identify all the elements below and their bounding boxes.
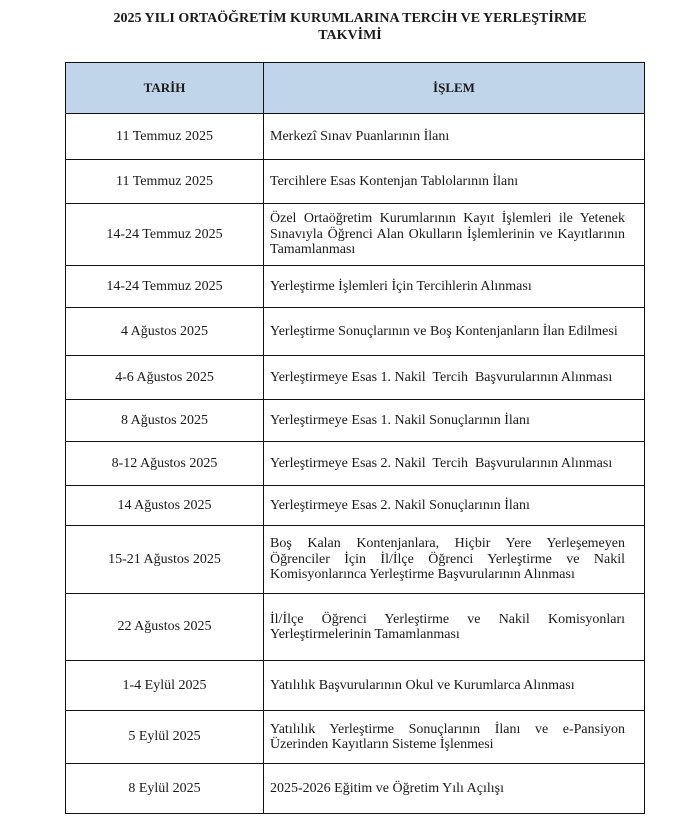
- table-row: [66, 711, 645, 764]
- row-date: 22 Ağustos 2025: [66, 594, 264, 661]
- row-operation: Özel Ortaöğretim Kurumlarının Kayıt İşlemleri ile Yetenek Sınavıyla Öğrenci Alan Okulların İşlemlerinin ve Kayıtlarının Tamamlanması: [264, 204, 645, 266]
- row-date: 4 Ağustos 2025: [66, 308, 264, 356]
- row-operation: Yatılılık Başvurularının Okul ve Kurumlarca Alınması: [264, 661, 645, 711]
- table-row: [66, 661, 645, 711]
- table-row: [66, 308, 645, 356]
- table-row: [66, 400, 645, 442]
- table-row: [66, 764, 645, 814]
- row-operation: Yerleştirmeye Esas 1. Nakil Tercih Başvurularının Alınması: [264, 356, 645, 400]
- table-row: [66, 442, 645, 486]
- row-operation: Yerleştirme İşlemleri İçin Tercihlerin Alınması: [264, 266, 645, 308]
- table-row: [66, 356, 645, 400]
- table-row: [66, 594, 645, 661]
- table-row: [66, 526, 645, 594]
- row-date: 4-6 Ağustos 2025: [66, 356, 264, 400]
- row-date: 14-24 Temmuz 2025: [66, 204, 264, 266]
- schedule-table: [65, 62, 645, 814]
- row-operation: Boş Kalan Kontenjanlara, Hiçbir Yere Yerleşemeyen Öğrenciler İçin İl/İlçe Öğrenci Yerleştirme ve Nakil Komisyonlarınca Yerleştirme Başvurularının Alınması: [264, 526, 645, 594]
- header-operation: İŞLEM: [264, 63, 645, 114]
- row-operation: İl/İlçe Öğrenci Yerleştirme ve Nakil Komisyonları Yerleştirmelerinin Tamamlanması: [264, 594, 645, 661]
- document-title: [0, 10, 700, 44]
- row-date: 8 Ağustos 2025: [66, 400, 264, 442]
- row-operation: Yerleştirmeye Esas 2. Nakil Tercih Başvurularının Alınması: [264, 442, 645, 486]
- table-row: [66, 486, 645, 526]
- row-date: 14 Ağustos 2025: [66, 486, 264, 526]
- row-date: 1-4 Eylül 2025: [66, 661, 264, 711]
- row-date: 8 Eylül 2025: [66, 764, 264, 814]
- table-row: [66, 266, 645, 308]
- row-operation: Yerleştirmeye Esas 1. Nakil Sonuçlarının İlanı: [264, 400, 645, 442]
- row-date: 8-12 Ağustos 2025: [66, 442, 264, 486]
- row-date: 11 Temmuz 2025: [66, 160, 264, 204]
- row-date: 5 Eylül 2025: [66, 711, 264, 764]
- header-date: TARİH: [66, 63, 264, 114]
- row-operation: Yatılılık Yerleştirme Sonuçlarının İlanı ve e-Pansiyon Üzerinden Kayıtların Sisteme İşlenmesi: [264, 711, 645, 764]
- table-row: [66, 114, 645, 160]
- table-row: [66, 160, 645, 204]
- row-date: 11 Temmuz 2025: [66, 114, 264, 160]
- row-operation: 2025-2026 Eğitim ve Öğretim Yılı Açılışı: [264, 764, 645, 814]
- row-operation: Merkezî Sınav Puanlarının İlanı: [264, 114, 645, 160]
- row-operation: Tercihlere Esas Kontenjan Tablolarının İlanı: [264, 160, 645, 204]
- title-line-2: TAKVİMİ: [318, 28, 382, 43]
- row-operation: Yerleştirmeye Esas 2. Nakil Sonuçlarının İlanı: [264, 486, 645, 526]
- row-date: 15-21 Ağustos 2025: [66, 526, 264, 594]
- row-date: 14-24 Temmuz 2025: [66, 266, 264, 308]
- row-operation: Yerleştirme Sonuçlarının ve Boş Kontenjanların İlan Edilmesi: [264, 308, 645, 356]
- title-line-1: 2025 YILI ORTAÖĞRETİM KURUMLARINA TERCİH VE YERLEŞTİRME: [113, 11, 587, 26]
- table-header-row: [66, 63, 645, 114]
- table-row: [66, 204, 645, 266]
